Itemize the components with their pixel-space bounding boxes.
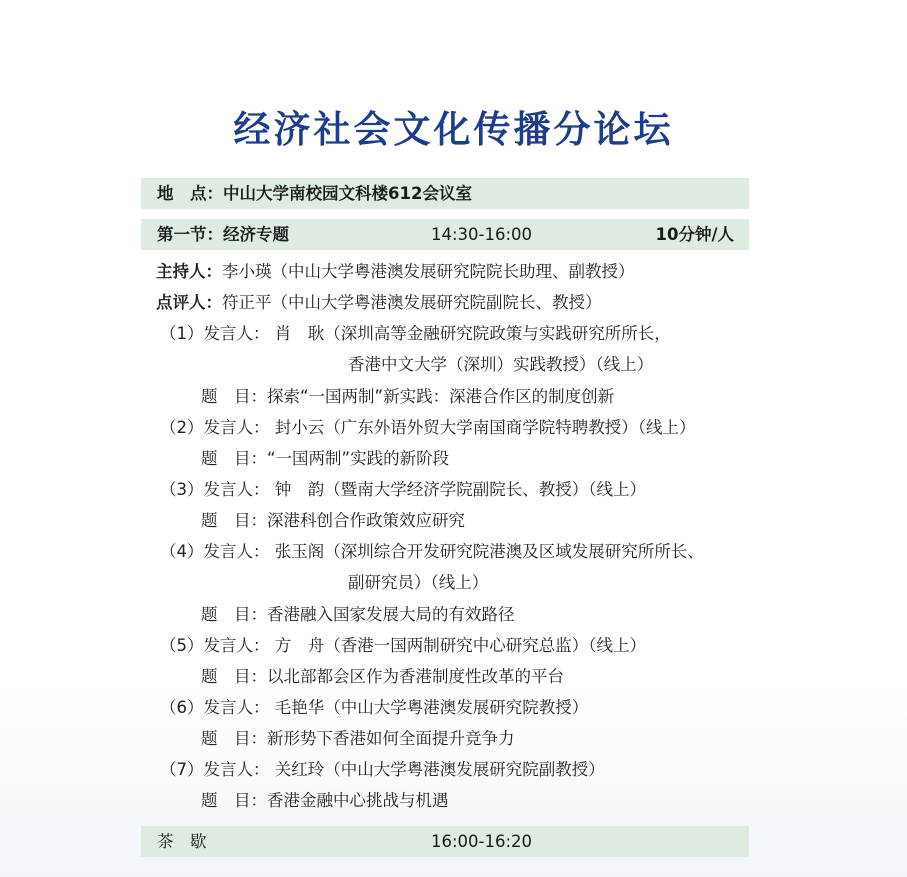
- speaker-1-line: （1）发言人： 肖 耿（深圳高等金融研究院政策与实践研究所所长，: [160, 324, 671, 343]
- host-row: [156, 260, 635, 284]
- speaker-6-topic: 题 目：新形势下香港如何全面提升竞争力: [201, 729, 515, 748]
- speaker-2-topic: 题 目：“一国两制”实践的新阶段: [201, 449, 450, 468]
- break-time: 16:00-16:20: [431, 832, 533, 851]
- speaker-6-line: （6）发言人： 毛艳华（中山大学粤港澳发展研究院教授）: [160, 698, 589, 717]
- speaker-5-line: （5）发言人： 方 舟（香港一国两制研究中心研究总监）（线上）: [160, 636, 646, 655]
- session-time: 14:30-16:00: [431, 225, 533, 244]
- session-label: 第一节：经济专题: [157, 225, 289, 244]
- speaker-3-topic: 题 目：深港科创合作政策效应研究: [201, 511, 465, 530]
- speaker-7-line: （7）发言人： 关红玲（中山大学粤港澳发展研究院副教授）: [160, 760, 605, 779]
- speaker-4-line: （4）发言人： 张玉阁（深圳综合开发研究院港澳及区域发展研究所所长、: [160, 542, 704, 561]
- venue-band: [141, 178, 749, 209]
- speaker-1-topic: 题 目：探索“一国两制”新实践：深港合作区的制度创新: [201, 387, 615, 406]
- session-per-person: 10分钟/人: [655, 225, 734, 244]
- host-value: 李小瑛（中山大学粤港澳发展研究院院长助理、副教授）: [222, 262, 635, 281]
- speaker-2-line: （2）发言人： 封小云（广东外语外贸大学南国商学院特聘教授）（线上）: [160, 418, 696, 437]
- reviewer-label: 点评人：: [156, 293, 222, 312]
- venue-label: 地 点：中山大学南校园文科楼612会议室: [157, 184, 472, 203]
- host-label: 主持人：: [156, 262, 222, 281]
- reviewer-value: 符正平（中山大学粤港澳发展研究院副院长、教授）: [222, 293, 602, 312]
- speaker-1-line-2: 香港中文大学（深圳）实践教授）（线上）: [348, 355, 654, 374]
- break-band: [141, 826, 749, 857]
- break-label: 茶 歇: [157, 832, 207, 851]
- speaker-4-line-2: 副研究员）（线上）: [348, 573, 489, 592]
- reviewer-row: [156, 291, 602, 315]
- speaker-3-line: （3）发言人： 钟 韵（暨南大学经济学院副院长、教授）（线上）: [160, 480, 646, 499]
- venue-value: 中山大学南校园文科楼612会议室: [223, 184, 472, 203]
- speaker-7-topic: 题 目：香港金融中心挑战与机遇: [201, 791, 449, 810]
- page-title: 经济社会文化传播分论坛: [233, 108, 674, 151]
- session-band: [141, 219, 749, 250]
- speaker-4-topic: 题 目：香港融入国家发展大局的有效路径: [201, 605, 515, 624]
- speaker-5-topic: 题 目：以北部都会区作为香港制度性改革的平台: [201, 667, 564, 686]
